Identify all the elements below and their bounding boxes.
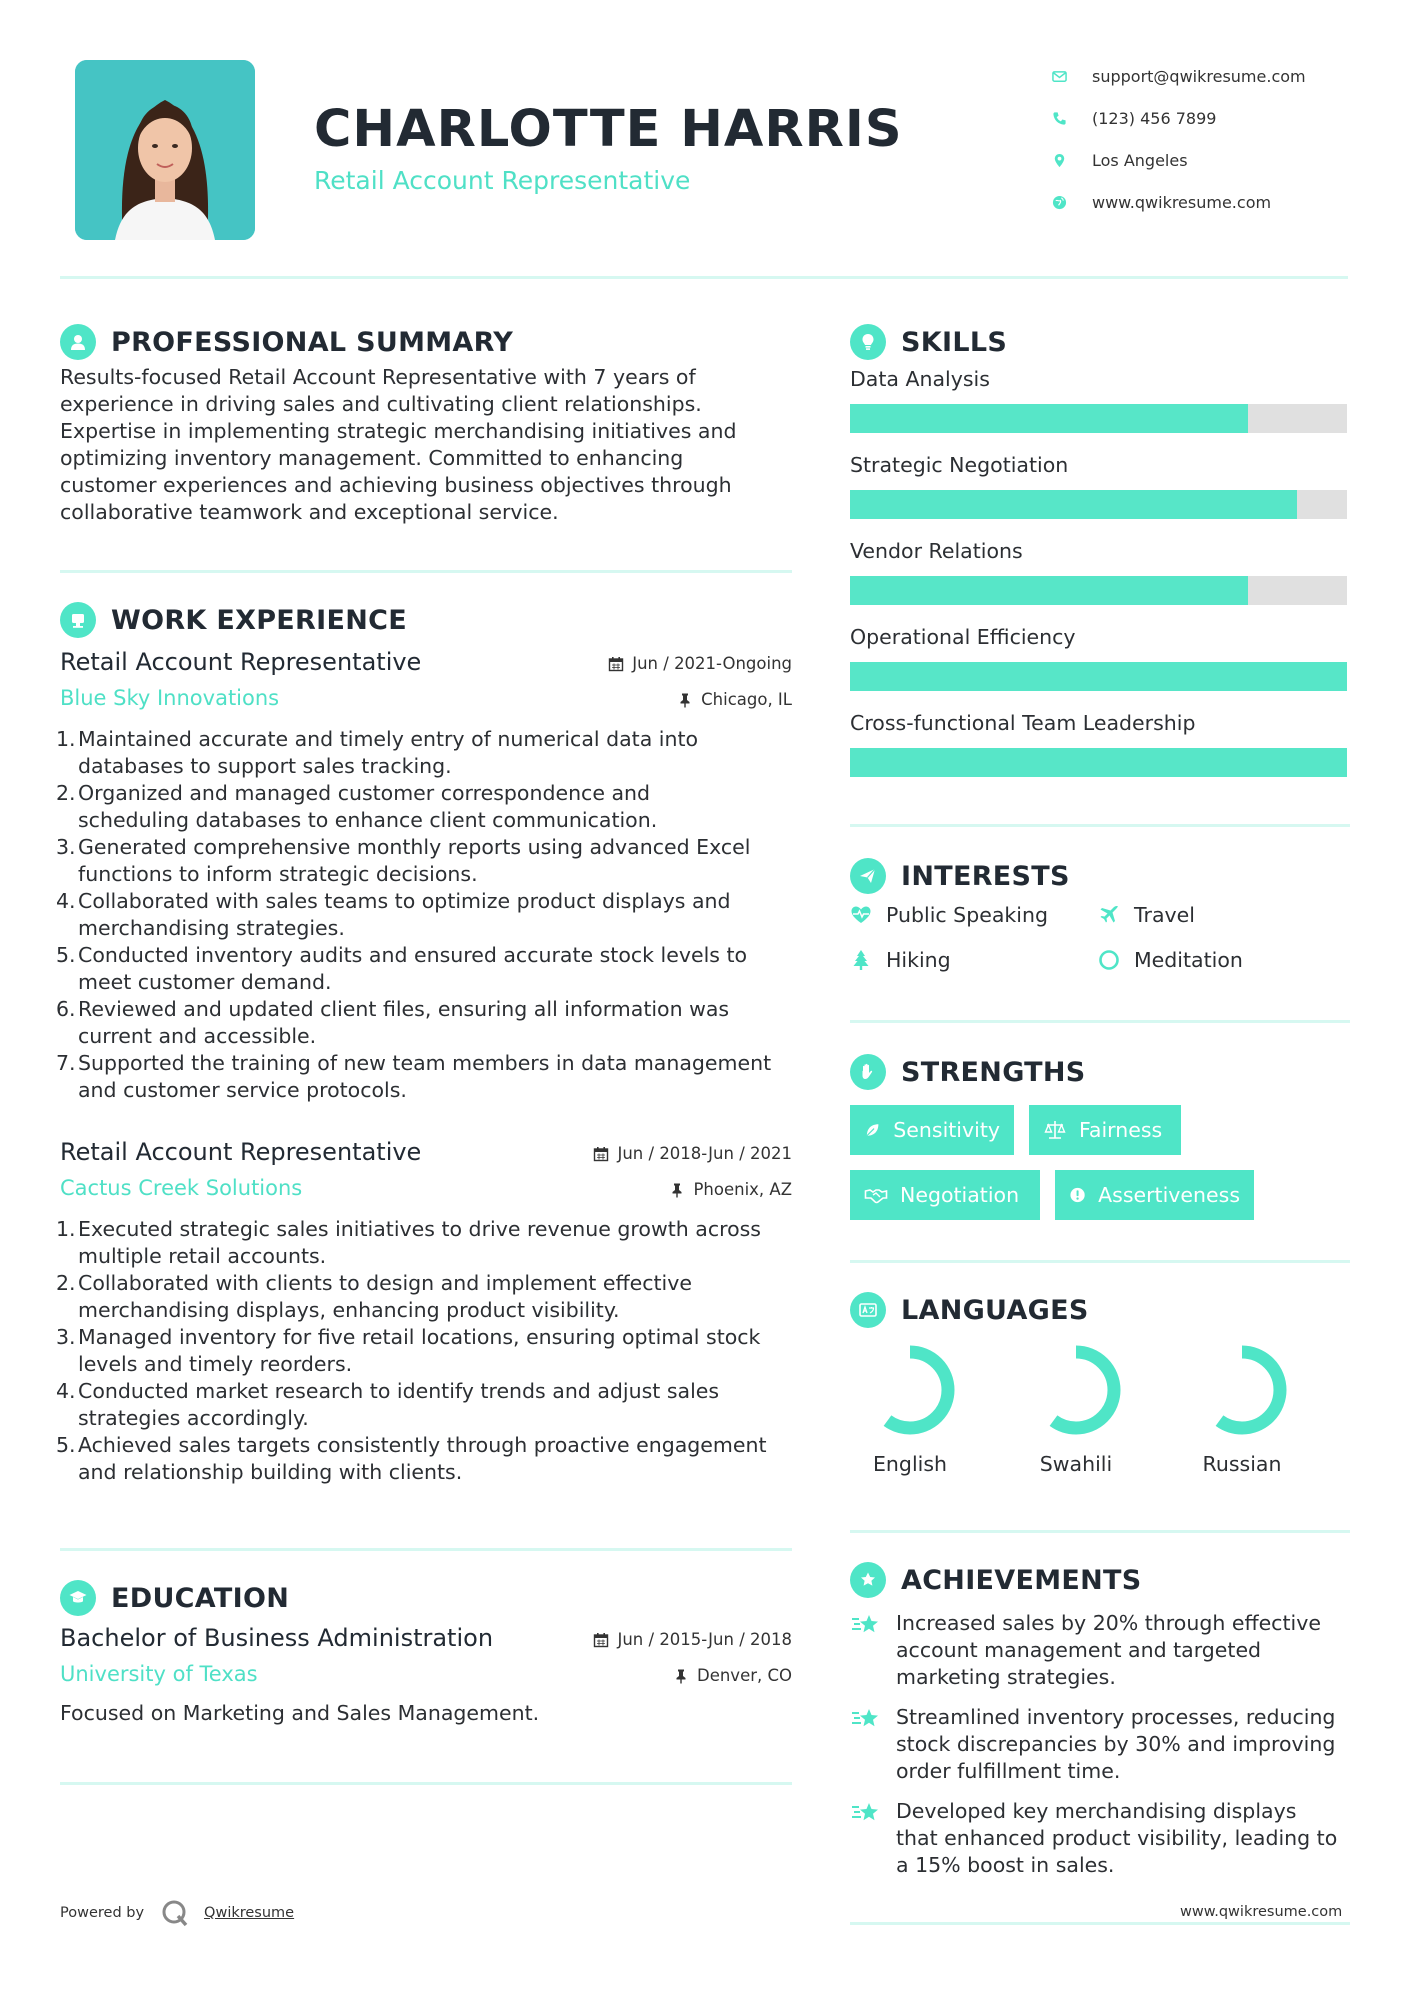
contact-website[interactable]: [1052, 181, 1382, 223]
heartbeat-icon: [850, 904, 872, 926]
interest-label: Travel: [1134, 903, 1195, 927]
exclamation-icon: [1069, 1183, 1086, 1207]
achievement-line: Streamlined inventory processes, reducing: [896, 1705, 1336, 1729]
list-line: Collaborated with clients to design and implement effective: [78, 1271, 692, 1295]
education-section: [60, 1578, 792, 1618]
list-line: Managed inventory for five retail locations, ensuring optimal stock: [78, 1325, 761, 1349]
shooting-star-icon: [850, 1612, 882, 1642]
skill-bar-track: [850, 404, 1347, 433]
skill-name: Cross-functional Team Leadership: [850, 711, 1196, 735]
contact-email[interactable]: [1052, 55, 1382, 97]
achievement-line: a 15% boost in sales.: [896, 1853, 1115, 1877]
contact-location: [1052, 139, 1382, 181]
strength-label: Assertiveness: [1098, 1183, 1240, 1207]
school-name: University of Texas: [60, 1662, 258, 1686]
phone-icon: [1052, 111, 1067, 126]
circle-icon: [1098, 949, 1120, 971]
briefcase-icon: [60, 602, 96, 638]
skill-item: [850, 450, 1350, 519]
brand-link[interactable]: Qwikresume: [204, 1905, 295, 1921]
list-line: Reviewed and updated client files, ensuring all information was: [78, 997, 730, 1021]
list-number: 4.: [56, 1379, 76, 1403]
strengths-section: [850, 1052, 1350, 1092]
skill-bar-fill: [850, 576, 1248, 605]
interest-item: [1098, 948, 1243, 972]
location-pin-icon: [1052, 153, 1067, 168]
section-divider: [60, 570, 792, 573]
achievements-section: [850, 1560, 1350, 1600]
scale-icon: [1043, 1118, 1067, 1142]
education-heading: EDUCATION: [111, 1582, 290, 1614]
language-name: Russian: [1202, 1452, 1282, 1476]
skill-bar-track: [850, 490, 1347, 519]
job-location-text: Chicago, IL: [701, 690, 792, 709]
skill-bar-track: [850, 662, 1347, 691]
list-number: 3.: [56, 1325, 76, 1349]
skill-name: Strategic Negotiation: [850, 453, 1069, 477]
list-item: [56, 996, 792, 1050]
list-line: Maintained accurate and timely entry of numerical data into: [78, 727, 699, 751]
contact-phone-text: (123) 456 7899: [1092, 108, 1217, 128]
header-divider: [60, 276, 1348, 279]
list-line: strategies accordingly.: [78, 1406, 309, 1430]
achievement-item: [850, 1610, 1350, 1691]
list-line: and customer service protocols.: [78, 1078, 407, 1102]
portrait-image: [75, 60, 255, 240]
list-item: [56, 1432, 792, 1486]
list-line: and relationship building with clients.: [78, 1460, 463, 1484]
achievements-heading: ACHIEVEMENTS: [901, 1564, 1142, 1596]
list-number: 6.: [56, 997, 76, 1021]
interest-label: Hiking: [886, 948, 951, 972]
language-progress-ring: [1028, 1342, 1124, 1438]
strengths-heading: STRENGTHS: [901, 1056, 1086, 1088]
list-item: [56, 1378, 792, 1432]
language-name: English: [872, 1452, 948, 1476]
job-entry: [56, 1138, 792, 1486]
job-responsibilities: [56, 726, 792, 1104]
leaf-icon: [864, 1118, 881, 1142]
user-icon: [60, 324, 96, 360]
language-icon: [850, 1292, 886, 1328]
contact-location-text: Los Angeles: [1092, 150, 1188, 170]
list-item: [56, 726, 792, 780]
language-progress-ring: [1194, 1342, 1290, 1438]
interest-label: Public Speaking: [886, 903, 1048, 927]
job-title: Retail Account Representative: [60, 1138, 422, 1166]
pushpin-icon: [677, 692, 693, 708]
skills-heading: SKILLS: [901, 326, 1008, 358]
skill-bar-fill: [850, 748, 1347, 777]
interest-item: [850, 903, 1048, 927]
list-line: current and accessible.: [78, 1024, 317, 1048]
achievement-line: Increased sales by 20% through effective: [896, 1611, 1321, 1635]
list-number: 3.: [56, 835, 76, 859]
list-line: Supported the training of new team members in data management: [78, 1051, 772, 1075]
contact-phone[interactable]: [1052, 97, 1382, 139]
footer-powered-by: [60, 1898, 294, 1928]
interests-section: [850, 856, 1350, 896]
section-divider: [60, 1782, 792, 1785]
list-line: Executed strategic sales initiatives to drive revenue growth across: [78, 1217, 761, 1241]
skill-bar-track: [850, 748, 1347, 777]
job-date: [593, 1144, 792, 1163]
strength-label: Negotiation: [900, 1183, 1020, 1207]
graduation-cap-icon: [60, 1580, 96, 1616]
skill-name: Operational Efficiency: [850, 625, 1076, 649]
list-line: databases to support sales tracking.: [78, 754, 452, 778]
list-line: multiple retail accounts.: [78, 1244, 327, 1268]
list-line: Achieved sales targets consistently through proactive engagement: [78, 1433, 767, 1457]
skill-item: [850, 622, 1350, 691]
summary-line: Expertise in implementing strategic merchandising initiatives and: [60, 419, 737, 443]
pushpin-icon: [673, 1668, 689, 1684]
section-divider: [850, 1020, 1350, 1023]
job-date-text: Jun / 2018-Jun / 2021: [617, 1144, 792, 1163]
list-line: functions to inform strategic decisions.: [78, 862, 478, 886]
achievement-line: marketing strategies.: [896, 1665, 1116, 1689]
interest-item: [1098, 903, 1195, 927]
list-line: meet customer demand.: [78, 970, 332, 994]
list-item: [56, 834, 792, 888]
strength-label: Fairness: [1079, 1118, 1163, 1142]
hand-icon: [850, 1054, 886, 1090]
powered-by-label: Powered by: [60, 1905, 145, 1921]
handshake-icon: [864, 1183, 888, 1207]
education-location-text: Denver, CO: [696, 1666, 792, 1685]
list-item: [56, 1216, 792, 1270]
education-date-text: Jun / 2015-Jun / 2018: [617, 1630, 792, 1649]
work-section: [60, 600, 792, 640]
contact-list: [1052, 55, 1382, 223]
skill-bar-track: [850, 576, 1347, 605]
contact-email-text: support@qwikresume.com: [1092, 66, 1306, 86]
list-line: Conducted inventory audits and ensured accurate stock levels to: [78, 943, 748, 967]
education-date: [593, 1630, 792, 1649]
pushpin-icon: [669, 1182, 685, 1198]
list-number: 4.: [56, 889, 76, 913]
job-date: [608, 654, 792, 673]
star-badge-icon: [850, 1562, 886, 1598]
interest-item: [850, 948, 951, 972]
list-number: 2.: [56, 781, 76, 805]
language-item: [855, 1342, 965, 1476]
summary-section: [60, 322, 792, 526]
summary-text: [60, 364, 792, 526]
achievement-line: account management and targeted: [896, 1638, 1262, 1662]
strength-badge: [850, 1105, 1014, 1155]
summary-line: Results-focused Retail Account Representative with 7 years of: [60, 365, 696, 389]
section-divider: [850, 824, 1350, 827]
airplane-icon: [1098, 904, 1120, 926]
list-line: Generated comprehensive monthly reports using advanced Excel: [78, 835, 751, 859]
candidate-role: Retail Account Representative: [314, 166, 691, 195]
languages-heading: LANGUAGES: [901, 1294, 1089, 1326]
candidate-name: CHARLOTTE HARRIS: [314, 100, 903, 159]
job-entry: [56, 648, 792, 1104]
paper-plane-icon: [850, 858, 886, 894]
summary-heading: PROFESSIONAL SUMMARY: [111, 326, 514, 358]
shooting-star-icon: [850, 1800, 882, 1830]
list-item: [56, 1050, 792, 1104]
qwikresume-logo-icon: [160, 1898, 190, 1928]
shooting-star-icon: [850, 1706, 882, 1736]
interests-heading: INTERESTS: [901, 860, 1070, 892]
work-heading: WORK EXPERIENCE: [111, 604, 407, 636]
list-line: scheduling databases to enhance client communication.: [78, 808, 658, 832]
achievement-line: Developed key merchandising displays: [896, 1799, 1297, 1823]
list-number: 5.: [56, 943, 76, 967]
list-item: [56, 888, 792, 942]
achievement-item: [850, 1798, 1350, 1879]
language-progress-ring: [862, 1342, 958, 1438]
achievement-line: order fulfillment time.: [896, 1759, 1121, 1783]
profile-photo: [75, 60, 255, 240]
list-item: [56, 1324, 792, 1378]
strength-label: Sensitivity: [893, 1118, 1000, 1142]
list-item: [56, 780, 792, 834]
job-company: Blue Sky Innovations: [60, 686, 280, 710]
list-number: 7.: [56, 1051, 76, 1075]
email-icon: [1052, 69, 1067, 84]
language-item: [1187, 1342, 1297, 1476]
calendar-icon: [593, 1146, 609, 1162]
summary-line: collaborative teamwork and exceptional service.: [60, 500, 559, 524]
list-line: Collaborated with sales teams to optimize product displays and: [78, 889, 731, 913]
education-note: Focused on Marketing and Sales Management.: [60, 1701, 540, 1725]
strength-badge: [1029, 1105, 1181, 1155]
achievement-line: stock discrepancies by 30% and improving: [896, 1732, 1336, 1756]
summary-line: experience in driving sales and cultivating client relationships.: [60, 392, 702, 416]
language-item: [1021, 1342, 1131, 1476]
achievement-item: [850, 1704, 1350, 1785]
list-line: Conducted market research to identify trends and adjust sales: [78, 1379, 720, 1403]
lightbulb-icon: [850, 324, 886, 360]
skill-bar-fill: [850, 404, 1248, 433]
list-line: Organized and managed customer correspondence and: [78, 781, 651, 805]
calendar-icon: [608, 656, 624, 672]
skill-bar-fill: [850, 662, 1347, 691]
skills-list: [850, 364, 1350, 777]
skill-bar-fill: [850, 490, 1297, 519]
skills-section: [850, 322, 1350, 794]
list-number: 1.: [56, 727, 76, 751]
job-location: [677, 690, 792, 709]
skill-name: Vendor Relations: [850, 539, 1023, 563]
section-divider: [850, 1260, 1350, 1263]
list-item: [56, 1270, 792, 1324]
calendar-icon: [593, 1632, 609, 1648]
language-name: Swahili: [1039, 1452, 1113, 1476]
list-number: 1.: [56, 1217, 76, 1241]
list-line: levels and timely reorders.: [78, 1352, 353, 1376]
job-date-text: Jun / 2021-Ongoing: [632, 654, 792, 673]
section-divider: [60, 1548, 792, 1551]
list-item: [56, 942, 792, 996]
skill-item: [850, 536, 1350, 605]
globe-icon: [1052, 195, 1067, 210]
job-location-text: Phoenix, AZ: [693, 1180, 792, 1199]
list-number: 5.: [56, 1433, 76, 1457]
achievement-line: that enhanced product visibility, leading to: [896, 1826, 1338, 1850]
list-line: merchandising displays, enhancing product visibility.: [78, 1298, 620, 1322]
list-number: 2.: [56, 1271, 76, 1295]
section-divider: [850, 1530, 1350, 1533]
strength-badge: [1055, 1170, 1254, 1220]
job-location: [669, 1180, 792, 1199]
strength-badge: [850, 1170, 1040, 1220]
skill-name: Data Analysis: [850, 367, 990, 391]
tree-icon: [850, 949, 872, 971]
skill-item: [850, 364, 1350, 433]
contact-website-text: www.qwikresume.com: [1092, 192, 1272, 212]
footer-divider: [850, 1922, 1350, 1925]
footer-website[interactable]: www.qwikresume.com: [1180, 1904, 1343, 1920]
summary-line: customer experiences and achieving business objectives through: [60, 473, 732, 497]
education-location: [673, 1666, 792, 1685]
job-responsibilities: [56, 1216, 792, 1486]
list-line: merchandising strategies.: [78, 916, 345, 940]
degree-title: Bachelor of Business Administration: [60, 1624, 494, 1652]
job-title: Retail Account Representative: [60, 648, 422, 676]
languages-section: [850, 1290, 1350, 1330]
education-entry: [60, 1624, 792, 1727]
summary-line: optimizing inventory management. Committed to enhancing: [60, 446, 684, 470]
job-company: Cactus Creek Solutions: [60, 1176, 303, 1200]
skill-item: [850, 708, 1350, 777]
interest-label: Meditation: [1134, 948, 1243, 972]
